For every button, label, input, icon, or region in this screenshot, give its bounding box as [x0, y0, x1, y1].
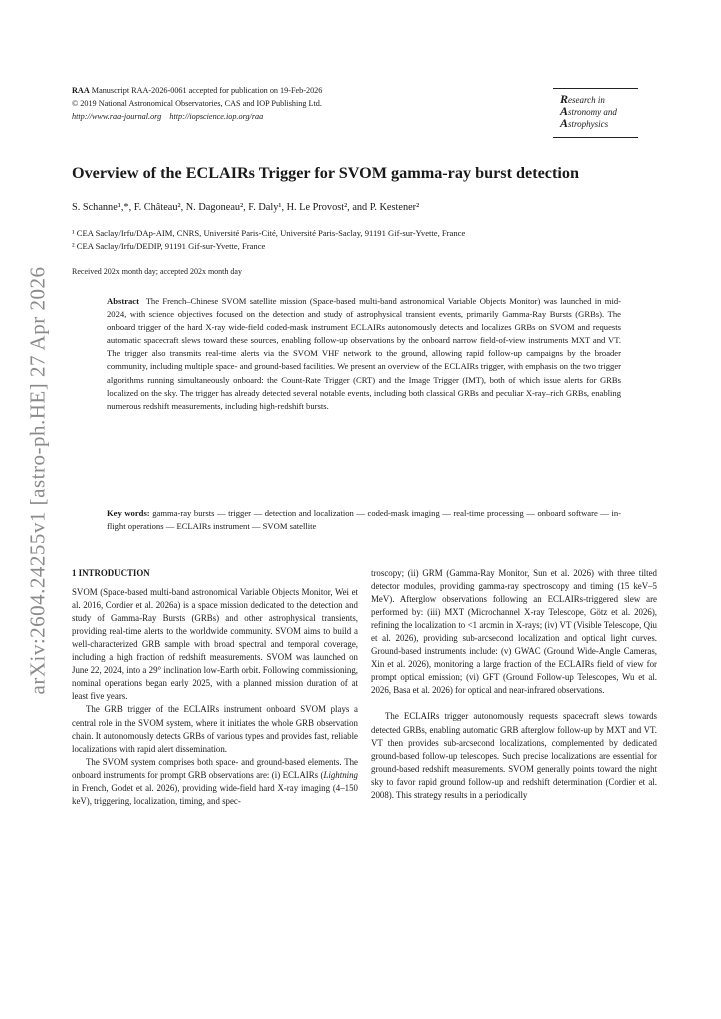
- intro-paragraph-4: troscopy; (ii) GRM (Gamma-Ray Monitor, Sun et al. 2026) with three tilted detector modules, providing gamma-ray spectroscopy and timing (15 keV–5 MeV). Afterglow observations following an ECLAIRs-triggered slew are performed by: (iii) MXT (Microchannel X-ray Telescope, Götz et al. 2026), refining the localization to <1 arcmin in X-rays; (iv) VT (Visible Telescope, Qiu et al. 2026), providing sub-arcsecond localization and optical light curves. Ground-based instruments include: (v) GWAC (Ground Wide-Angle Cameras, Xin et al. 2026), monitoring a large fraction of the ECLAIRs field of view for prompt optical emission; (vi) GFT (Ground Follow-up Telescopes, Wu et al. 2026, Basa et al. 2026) for optical and near-infrared observations.: [371, 568, 657, 696]
- arxiv-identifier: [20, 265, 56, 695]
- abstract: [107, 295, 621, 413]
- logo-line1: esearch in: [568, 95, 605, 105]
- intro-paragraph-3: [72, 756, 358, 808]
- logo-letter-a2: A: [560, 116, 569, 130]
- journal-abbrev: RAA: [72, 86, 90, 95]
- iop-url-link[interactable]: http://iopscience.iop.org/raa: [169, 112, 264, 121]
- intro-p3-start: The SVOM system comprises both space- and ground-based elements. The onboard instruments for prompt GRB observations are: (i) ECLAIRs (: [72, 756, 358, 780]
- section-heading: 1 INTRODUCTION: [72, 568, 150, 578]
- affiliation-2: ² CEA Saclay/Irfu/DEDIP, 91191 Gif-sur-Yvette, France: [72, 241, 266, 251]
- journal-url-link[interactable]: http://www.raa-journal.org: [72, 112, 162, 121]
- manuscript-line: [72, 84, 322, 97]
- affiliations: [72, 227, 465, 253]
- logo-line3: strophysics: [568, 119, 609, 129]
- abstract-label: Abstract: [107, 296, 139, 306]
- manuscript-status: Manuscript RAA-2026-0061 accepted for publication on 19-Feb-2026: [89, 86, 323, 95]
- logo-letter-a1: A: [560, 104, 569, 118]
- journal-header: [72, 84, 322, 123]
- abstract-text: The French–Chinese SVOM satellite mission (Space-based multi-band astronomical Variable Objects Monitor) was launched in mid-2024, with science objectives focused on the detection and study of astrophysical transient events, primarily Gamma-Ray Bursts (GRBs). The onboard trigger of the hard X-ray wide-field coded-mask instrument ECLAIRs autonomously detects and localizes GRBs on SVOM and requests automatic spacecraft slews toward these sources, enabling follow-up observations by the onboard narrow field-of-view instruments MXT and VT. The trigger also transmits real-time alerts via the SVOM VHF network to the ground, allowing rapid follow-up campaigns by the broader community, including multiple space- and ground-based facilities. We present an overview of the ECLAIRs trigger, with emphasis on the two trigger algorithms running simultaneously onboard: the Count-Rate Trigger (CRT) and the Image Trigger (IMT), both of which issue alerts for GRBs localized on the sky. The trigger has already detected several notable events, including both classical GRBs and peculiar X-ray–rich GRBs, enabling numerous redshift measurements, including high-redshift bursts.: [107, 296, 621, 411]
- logo-line2: stronomy and: [568, 107, 617, 117]
- paper-title: Overview of the ECLAIRs Trigger for SVOM gamma-ray burst detection: [72, 164, 579, 182]
- logo-letter-r: R: [560, 92, 569, 106]
- arxiv-identifier-text: arXiv:2604.24255v1 [astro-ph.HE] 27 Apr 2026: [25, 266, 50, 694]
- right-column: [371, 567, 657, 802]
- intro-p3-italic: Lightning: [323, 769, 358, 780]
- author-list: S. Schanne¹,*, F. Château², N. Dagoneau², F. Daly¹, H. Le Provost², and P. Kestener²: [72, 202, 420, 213]
- received-date: Received 202x month day; accepted 202x month day: [72, 267, 242, 276]
- keywords-label: Key words:: [107, 508, 150, 518]
- intro-p3-end: in French, Godet et al. 2026), providing wide-field hard X-ray imaging (4–150 keV), triggering, localization, timing, and spec-: [72, 782, 358, 806]
- journal-logo: [553, 88, 638, 138]
- intro-paragraph-1: SVOM (Space-based multi-band astronomical Variable Objects Monitor, Wei et al. 2016, Cordier et al. 2026a) is a space mission dedicated to the detection and study of Gamma-Ray Bursts (GRBs) and other astrophysical transients, providing real-time alerts to the worldwide community. SVOM aims to build a well-characterized GRB sample with broad spectral and temporal coverage, including a high fraction of redshift measurements. SVOM was launched on June 22, 2024, into a 29° inclination low-Earth orbit. Following commissioning, nominal operations began early 2025, with a planned mission duration of at least five years.: [72, 587, 358, 702]
- keywords: [107, 507, 621, 533]
- left-column: [72, 567, 358, 808]
- intro-paragraph-5: The ECLAIRs trigger autonomously requests spacecraft slews towards detected GRBs, enabling automatic GRB afterglow follow-up by MXT and VT. VT then provides sub-arcsecond localizations, complemented by dedicated ground-based follow-up telescopes. Such precise localizations are essential for ground-based redshift measurements. SVOM generally points toward the night sky to favor rapid ground follow-up and redshift determination (Cordier et al. 2008). This strategy results in a periodically: [371, 711, 657, 800]
- journal-urls: [72, 110, 322, 123]
- copyright-line: © 2019 National Astronomical Observatories, CAS and IOP Publishing Ltd.: [72, 99, 322, 108]
- affiliation-1: ¹ CEA Saclay/Irfu/DAp-AIM, CNRS, Université Paris-Cité, Université Paris-Saclay, 91191 Gif-sur-Yvette, France: [72, 228, 466, 238]
- keywords-text: gamma-ray bursts — trigger — detection and localization — coded-mask imaging — real-time processing — onboard software — in-flight operations — ECLAIRs instrument — SVOM satellite: [107, 508, 622, 531]
- intro-paragraph-2: The GRB trigger of the ECLAIRs instrument onboard SVOM plays a central role in the SVOM system, where it initiates the whole GRB observation chain. It autonomously detects GRBs of various types and provides fast, reliable localizations with rapid alert dissemination.: [72, 704, 358, 754]
